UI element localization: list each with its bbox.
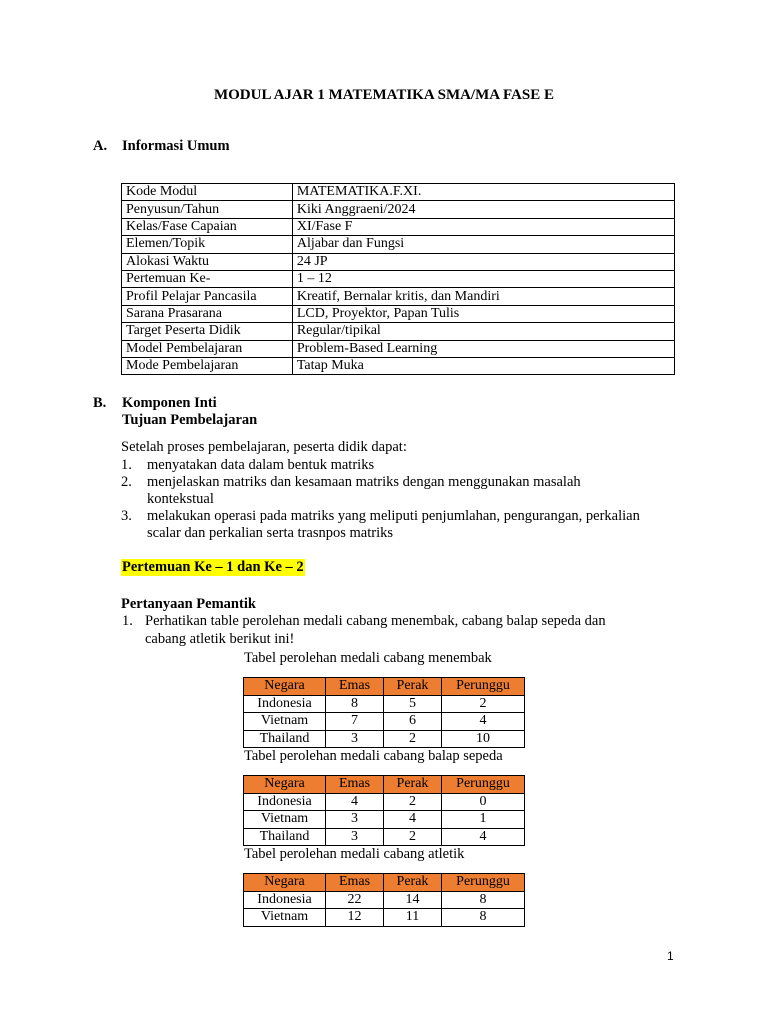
medal-count-cell: 22 (326, 891, 384, 909)
info-table-row (122, 270, 675, 287)
info-value: XI/Fase F (292, 218, 674, 235)
table-row (244, 828, 525, 846)
meeting-heading: Pertemuan Ke – 1 dan Ke – 2 (122, 559, 304, 575)
info-value: LCD, Proyektor, Papan Tulis (292, 305, 674, 322)
info-table-row (122, 236, 675, 253)
info-label: Pertemuan Ke- (122, 270, 293, 287)
question-heading: Pertanyaan Pemantik (121, 596, 256, 612)
medal-table-shooting (243, 677, 525, 748)
medal-count-cell: 8 (326, 695, 384, 713)
country-cell: Vietnam (244, 909, 326, 927)
table-row (244, 811, 525, 829)
section-b-letter: B. (93, 395, 107, 411)
medal-count-cell: 8 (442, 909, 525, 927)
info-table-row (122, 288, 675, 305)
country-cell: Indonesia (244, 695, 326, 713)
objective-2-num: 2. (121, 474, 132, 490)
column-header: Negara (244, 678, 326, 696)
info-value: 1 – 12 (292, 270, 674, 287)
objective-1-num: 1. (121, 457, 132, 473)
info-table-row (122, 340, 675, 357)
medal-count-cell: 2 (442, 695, 525, 713)
medal-count-cell: 2 (384, 730, 442, 748)
medal-count-cell: 4 (326, 793, 384, 811)
medal-table-athletics (243, 873, 525, 927)
medal-count-cell: 11 (384, 909, 442, 927)
info-label: Sarana Prasarana (122, 305, 293, 322)
medal-count-cell: 7 (326, 713, 384, 731)
info-label: Kode Modul (122, 184, 293, 201)
medal-count-cell: 5 (384, 695, 442, 713)
info-label: Kelas/Fase Capaian (122, 218, 293, 235)
column-header: Perak (384, 678, 442, 696)
medal-count-cell: 14 (384, 891, 442, 909)
medal-count-cell: 6 (384, 713, 442, 731)
medal-count-cell: 2 (384, 828, 442, 846)
medal-count-cell: 12 (326, 909, 384, 927)
info-table-row (122, 305, 675, 322)
info-label: Elemen/Topik (122, 236, 293, 253)
medal-count-cell: 0 (442, 793, 525, 811)
objective-2-line2: kontekstual (147, 491, 214, 507)
info-value: Tatap Muka (292, 357, 674, 374)
medal-count-cell: 4 (384, 811, 442, 829)
medal-count-cell: 3 (326, 730, 384, 748)
country-cell: Indonesia (244, 793, 326, 811)
question-num: 1. (122, 613, 133, 629)
column-header: Perak (384, 776, 442, 794)
column-header: Perunggu (442, 678, 525, 696)
info-table-row (122, 323, 675, 340)
table-row (244, 891, 525, 909)
table-row (244, 793, 525, 811)
info-label: Alokasi Waktu (122, 253, 293, 270)
country-cell: Thailand (244, 828, 326, 846)
column-header: Perak (384, 874, 442, 892)
info-value: Kreatif, Bernalar kritis, dan Mandiri (292, 288, 674, 305)
medal-count-cell: 10 (442, 730, 525, 748)
objective-3-num: 3. (121, 508, 132, 524)
section-b-heading: Komponen Inti (122, 395, 217, 411)
info-table-row (122, 201, 675, 218)
info-value: Problem-Based Learning (292, 340, 674, 357)
info-label: Mode Pembelajaran (122, 357, 293, 374)
medal-count-cell: 2 (384, 793, 442, 811)
info-table-row (122, 357, 675, 374)
info-table-row (122, 184, 675, 201)
medal-table-cycling (243, 775, 525, 846)
country-cell: Vietnam (244, 811, 326, 829)
table-row (244, 909, 525, 927)
country-cell: Vietnam (244, 713, 326, 731)
question-line2: cabang atletik berikut ini! (145, 631, 295, 647)
medal-count-cell: 8 (442, 891, 525, 909)
question-line1: Perhatikan table perolehan medali cabang menembak, cabang balap sepeda dan (145, 613, 606, 629)
column-header: Perunggu (442, 776, 525, 794)
country-cell: Thailand (244, 730, 326, 748)
medal-table-caption: Tabel perolehan medali cabang menembak (244, 650, 492, 666)
info-value: MATEMATIKA.F.XI. (292, 184, 674, 201)
info-value: Regular/tipikal (292, 323, 674, 340)
objective-2-line1: menjelaskan matriks dan kesamaan matriks dengan menggunakan masalah (147, 474, 581, 490)
info-label: Target Peserta Didik (122, 323, 293, 340)
medal-count-cell: 1 (442, 811, 525, 829)
column-header: Negara (244, 776, 326, 794)
info-value: 24 JP (292, 253, 674, 270)
column-header: Negara (244, 874, 326, 892)
table-row (244, 730, 525, 748)
info-label: Penyusun/Tahun (122, 201, 293, 218)
info-table (121, 183, 675, 375)
objective-3-line2: scalar dan perkalian serta trasnpos matriks (147, 525, 394, 541)
country-cell: Indonesia (244, 891, 326, 909)
objective-1-text: menyatakan data dalam bentuk matriks (147, 457, 375, 473)
medal-count-cell: 3 (326, 811, 384, 829)
section-a-letter: A. (93, 138, 108, 154)
medal-table-caption: Tabel perolehan medali cabang atletik (244, 846, 465, 862)
column-header: Emas (326, 678, 384, 696)
column-header: Perunggu (442, 874, 525, 892)
info-label: Model Pembelajaran (122, 340, 293, 357)
column-header: Emas (326, 776, 384, 794)
medal-table-header-row (244, 678, 525, 696)
info-table-row (122, 218, 675, 235)
section-b-subheading: Tujuan Pembelajaran (122, 412, 258, 428)
table-row (244, 695, 525, 713)
info-table-row (122, 253, 675, 270)
page-number: 1 (667, 949, 674, 963)
page-title: MODUL AJAR 1 MATEMATIKA SMA/MA FASE E (213, 87, 554, 103)
objectives-intro: Setelah proses pembelajaran, peserta didik dapat: (121, 439, 407, 455)
info-label: Profil Pelajar Pancasila (122, 288, 293, 305)
medal-count-cell: 4 (442, 828, 525, 846)
info-value: Aljabar dan Fungsi (292, 236, 674, 253)
medal-table-header-row (244, 874, 525, 892)
medal-count-cell: 4 (442, 713, 525, 731)
medal-table-caption: Tabel perolehan medali cabang balap sepeda (244, 748, 503, 764)
info-value: Kiki Anggraeni/2024 (292, 201, 674, 218)
medal-table-header-row (244, 776, 525, 794)
table-row (244, 713, 525, 731)
column-header: Emas (326, 874, 384, 892)
section-a-heading: Informasi Umum (122, 138, 230, 154)
medal-count-cell: 3 (326, 828, 384, 846)
objective-3-line1: melakukan operasi pada matriks yang meliputi penjumlahan, pengurangan, perkalian (147, 508, 640, 524)
